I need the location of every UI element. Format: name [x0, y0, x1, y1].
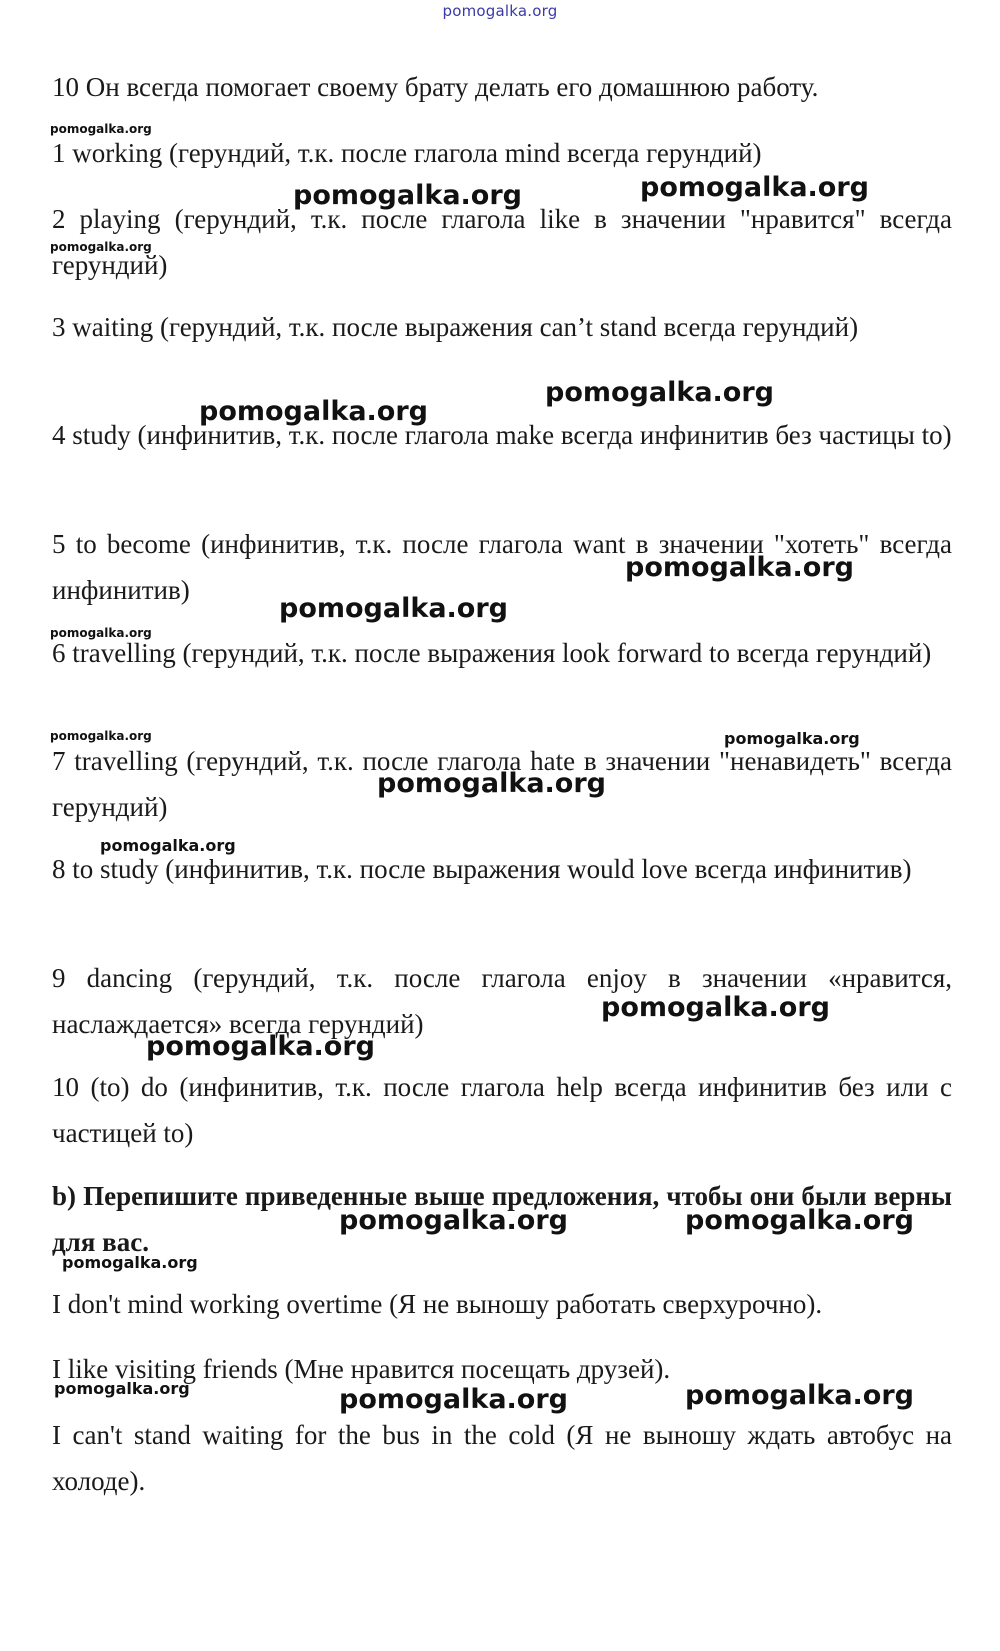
watermark: pomogalka.org — [685, 1205, 914, 1236]
answer-10: 10 (to) do (инфинитив, т.к. после глагола help всегда инфинитив без или с частицей to) — [52, 1072, 952, 1148]
answer-5: 5 to become (инфинитив, т.к. после глагола want в значении "хотеть" всегда инфинитив) — [52, 529, 952, 605]
watermark: pomogalka.org — [339, 1384, 568, 1415]
example-2: I like visiting friends (Мне нравится посещать друзей). — [52, 1354, 671, 1384]
watermark: pomogalka.org — [50, 240, 152, 254]
watermark: pomogalka.org — [50, 122, 152, 136]
watermark: pomogalka.org — [685, 1380, 914, 1411]
watermark: pomogalka.org — [50, 626, 152, 640]
watermark: pomogalka.org — [724, 729, 860, 748]
example-3: I can't stand waiting for the bus in the cold (Я не выношу ждать автобус на холоде). — [52, 1420, 952, 1496]
watermark: pomogalka.org — [625, 552, 854, 583]
watermark: pomogalka.org — [62, 1253, 198, 1272]
watermark: pomogalka.org — [339, 1205, 568, 1236]
watermark: pomogalka.org — [377, 768, 606, 799]
answer-8: 8 to study (инфинитив, т.к. после выражения would love всегда инфинитив) — [52, 854, 912, 884]
answer-2: 2 playing (герундий, т.к. после глагола like в значении "нравится" всегда герундий) — [52, 204, 952, 280]
watermark: pomogalka.org — [279, 593, 508, 624]
answer-3: 3 waiting (герундий, т.к. после выражения can’t stand всегда герундий) — [52, 312, 859, 342]
task-b-heading: b) Перепишите приведенные выше предложения, чтобы они были верны для вас. — [52, 1181, 952, 1257]
answer-9: 9 dancing (герундий, т.к. после глагола enjoy в значении «нравится, наслаждается» всегда герундий) — [52, 963, 952, 1039]
example-1: I don't mind working overtime (Я не выношу работать сверхурочно). — [52, 1289, 823, 1319]
watermark: pomogalka.org — [545, 377, 774, 408]
answer-6: 6 travelling (герундий, т.к. после выражения look forward to всегда герундий) — [52, 638, 932, 668]
watermark: pomogalka.org — [54, 1379, 190, 1398]
watermark: pomogalka.org — [100, 836, 236, 855]
answer-4: 4 study (инфинитив, т.к. после глагола make всегда инфинитив без частицы to) — [52, 420, 952, 450]
watermark: pomogalka.org — [199, 396, 428, 427]
sentence-10: 10 Он всегда помогает своему брату делать его домашнюю работу. — [52, 72, 819, 102]
header-watermark: pomogalka.org — [442, 2, 558, 20]
watermark: pomogalka.org — [50, 729, 152, 743]
answer-7: 7 travelling (герундий, т.к. после глагола hate в значении "ненавидеть" всегда герундий) — [52, 746, 952, 822]
watermark: pomogalka.org — [146, 1031, 375, 1062]
watermark: pomogalka.org — [293, 180, 522, 211]
watermark: pomogalka.org — [640, 172, 869, 203]
answer-1: 1 working (герундий, т.к. после глагола mind всегда герундий) — [52, 138, 762, 168]
watermark: pomogalka.org — [601, 992, 830, 1023]
